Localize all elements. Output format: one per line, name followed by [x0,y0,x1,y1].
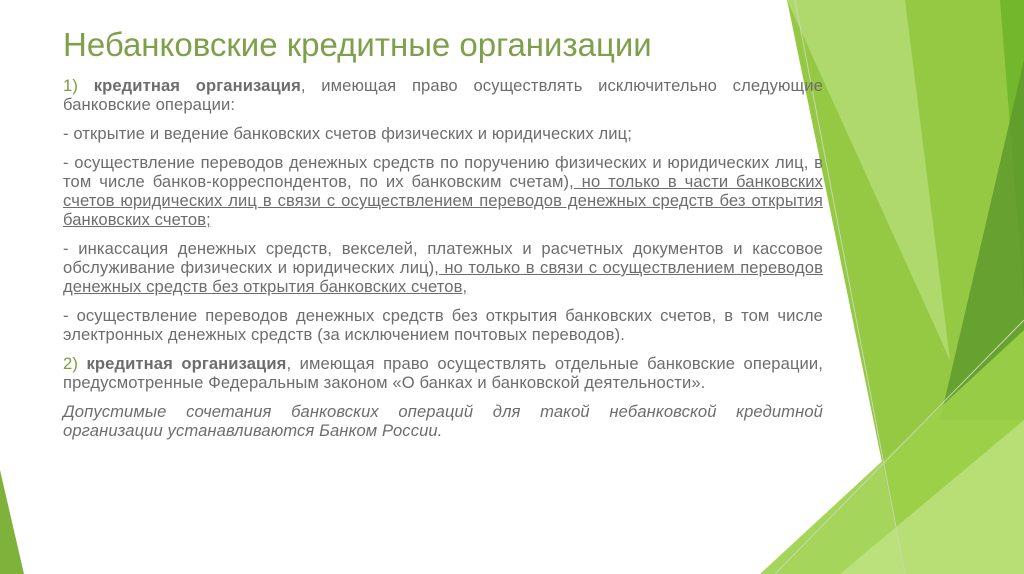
paragraph-6-number: 2) [63,354,78,373]
paragraph-4-underlined: но только в связи с осуществлением переводов денежных средств без открытия банковских счетов, [63,258,823,296]
paragraph-7: Допустимые сочетания банковских операций для такой небанковской кредитной организации устанавливаются Банком России. [63,402,823,440]
paragraph-3-underlined: но только в части банковских счетов юридических лиц в связи с осуществлением переводов денежных средств без открытия банковских счетов; [63,172,823,229]
paragraph-6 [63,354,823,392]
paragraph-6-bold: кредитная организация [86,354,287,373]
paragraph-1-rest: , имеющая право осуществлять исключительно следующие банковские операции: [63,76,824,114]
paragraph-3 [63,153,823,229]
paragraph-4 [63,239,823,296]
decor-triangle-bottom-left [0,470,24,574]
paragraph-1 [63,76,823,114]
paragraph-1-bold: кредитная организация [93,76,301,95]
paragraph-4-plain: - инкассация денежных средств, векселей, платежных и расчетных документов и кассовое обслуживание физических и юридических лиц), [63,239,823,277]
paragraph-2: - открытие и ведение банковских счетов физических и юридических лиц; [63,124,632,143]
slide-title: Небанковские кредитные организации [63,26,652,63]
paragraph-3-plain: - осуществление переводов денежных средств по поручению физических и юридических лиц, в том числе банков-корреспондентов, по их банковским счетам), [63,153,823,191]
paragraph-5: - осуществление переводов денежных средств без открытия банковских счетов, в том числе электронных денежных средств (за исключением почтовых переводов). [63,306,823,344]
paragraph-6-rest: , имеющая право осуществлять отдельные банковские операции, предусмотренные Федеральным законом «О банках и банковской деятельности». [63,354,823,392]
slide-body [63,76,823,450]
paragraph-1-number: 1) [63,76,78,95]
